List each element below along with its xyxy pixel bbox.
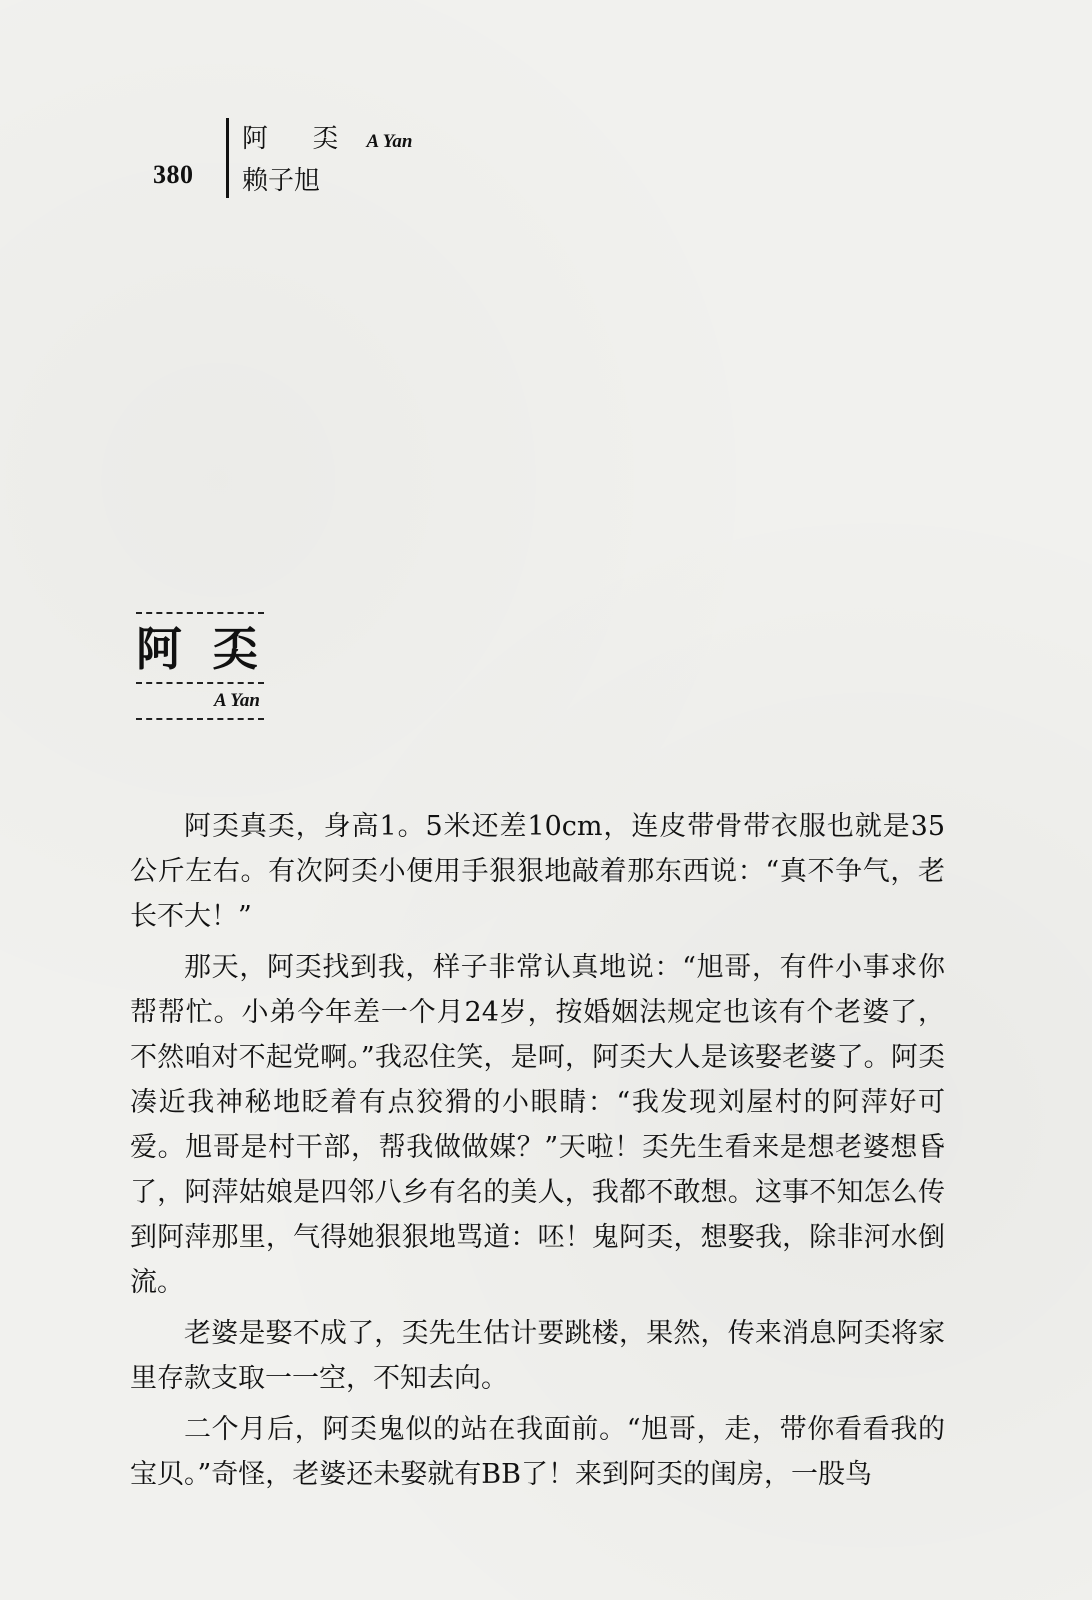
paragraph: 老婆是娶不成了，奀先生估计要跳楼，果然，传来消息阿奀将家里存款支取一一空，不知去向。 — [130, 1318, 945, 1394]
header-author: 赖子旭 — [242, 166, 321, 196]
header-title-cn: 阿 奀 — [242, 124, 357, 154]
title-dash-rule-top — [136, 612, 264, 614]
header-divider — [226, 118, 229, 198]
paragraph: 二个月后，阿奀鬼似的站在我面前。“旭哥，走，带你看看我的宝贝。”奇怪，老婆还未娶就有BB了！来到阿奀的闺房，一股鸟 — [130, 1414, 945, 1490]
page-number: 380 — [153, 160, 194, 189]
chapter-title: 阿奀 — [136, 622, 288, 676]
chapter-subtitle: A Yan — [214, 690, 260, 711]
title-dash-rule-bottom — [136, 718, 264, 720]
paragraph: 阿奀真奀，身高1。5米还差10cm，连皮带骨带衣服也就是35公斤左右。有次阿奀小便用手狠狠地敲着那东西说：“真不争气，老长不大！” — [130, 811, 945, 932]
header-title-en: A Yan — [366, 131, 413, 152]
header-title — [242, 118, 413, 155]
paragraph: 那天，阿奀找到我，样子非常认真地说：“旭哥，有件小事求你帮帮忙。小弟今年差一个月24岁，按婚姻法规定也该有个老婆了，不然咱对不起党啊。”我忍住笑，是呵，阿奀大人是该娶老婆了。阿奀凑近我神秘地眨着有点狡猾的小眼睛：“我发现刘屋村的阿萍好可爱。旭哥是村干部，帮我做做媒？”天啦！奀先生看来是想老婆想昏了，阿萍姑娘是四邻八乡有名的美人，我都不敢想。这事不知怎么传到阿萍那里，气得她狠狠地骂道：呸！鬼阿奀，想娶我，除非河水倒流。 — [130, 952, 945, 1298]
body-text — [130, 804, 945, 1503]
chapter-title-block — [136, 612, 288, 720]
